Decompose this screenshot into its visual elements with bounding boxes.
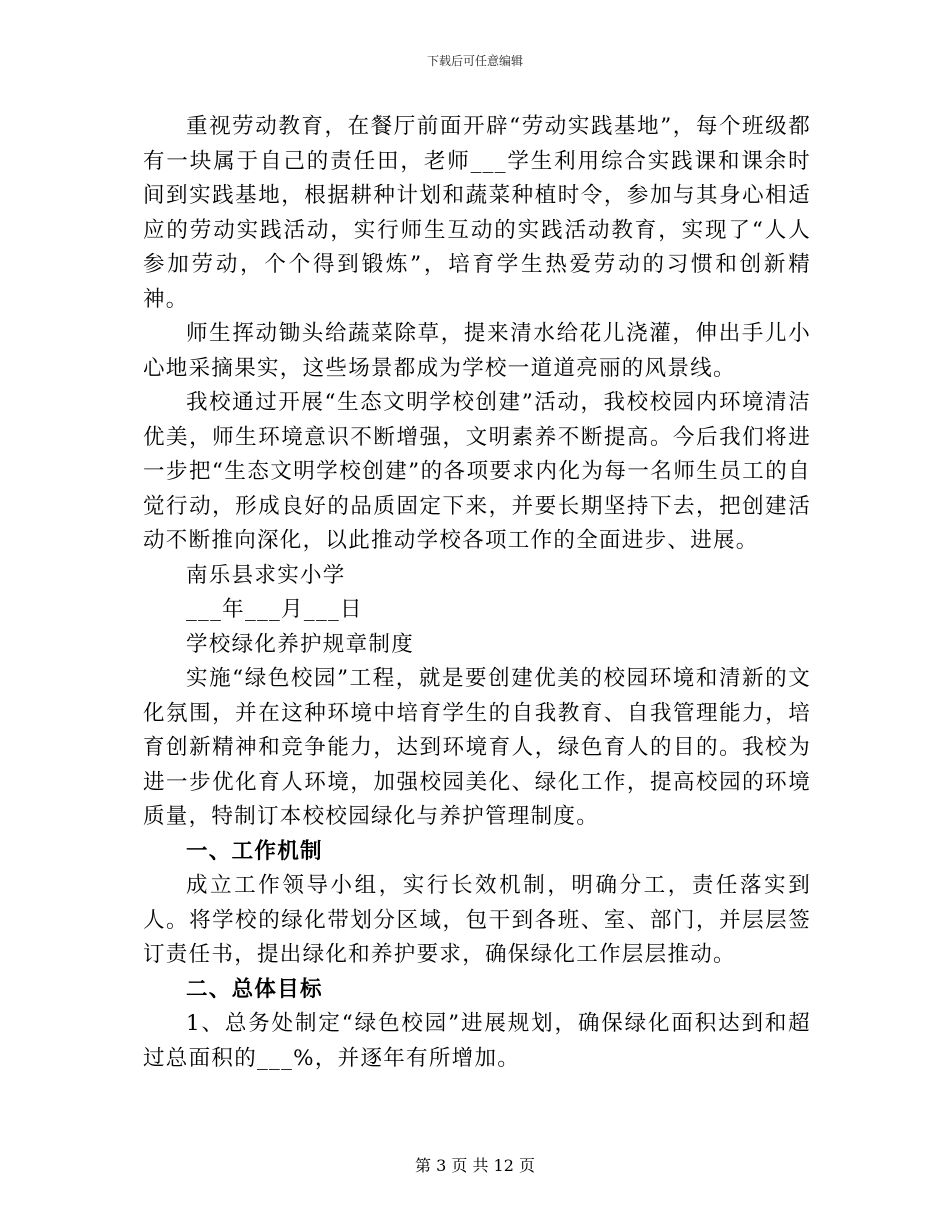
signature-date: ___年___月___日 bbox=[186, 597, 363, 622]
document-body bbox=[143, 110, 811, 1076]
paragraph-goal-1: 1、总务处制定“绿色校园”进展规划，确保绿化面积达到和超过总面积的___%，并逐年有所增加。 bbox=[143, 1011, 811, 1071]
heading-work-mechanism: 一、工作机制 bbox=[186, 838, 323, 864]
paragraph-eco-civilization: 我校通过开展“生态文明学校创建”活动，我校校园内环境清洁优美，师生环境意识不断增强，文明素养不断提高。今后我们将进一步把“生态文明学校创建”的各项要求内化为每一名师生员工的自觉行动，形成良好的品质固定下来，并要长期坚持下去，把创建活动不断推向深化，以此推动学校各项工作的全面进步、进展。 bbox=[143, 390, 811, 553]
paragraph-labor-education: 重视劳动教育，在餐厅前面开辟“劳动实践基地”，每个班级都有一块属于自己的责任田，老师___学生利用综合实践课和课余时间到实践基地，根据耕种计划和蔬菜种植时令，参加与其身心相适应的劳动实践活动，实行师生互动的实践活动教育，实现了“人人参加劳动，个个得到锻炼”，培育学生热爱劳动的习惯和创新精神。 bbox=[143, 114, 811, 312]
paragraph-garden-scenes: 师生挥动锄头给蔬菜除草，提来清水给花儿浇灌，伸出手儿小心地采摘果实，这些场景都成为学校一道道亮丽的风景线。 bbox=[143, 321, 811, 381]
section-title-greening-rules: 学校绿化养护规章制度 bbox=[186, 631, 415, 657]
heading-overall-goals: 二、总体目标 bbox=[186, 976, 323, 1002]
paragraph-green-campus-intro: 实施“绿色校园”工程，就是要创建优美的校园环境和清新的文化氛围，并在这种环境中培育学生的自我教育、自我管理能力，培育创新精神和竞争能力，达到环境育人，绿色育人的目的。我校为进一步优化育人环境，加强校园美化、绿化工作，提高校园的环境质量，特制订本校校园绿化与养护管理制度。 bbox=[143, 666, 811, 829]
signature-school-name: 南乐县求实小学 bbox=[186, 562, 346, 588]
page-number: 第 3 页 共 12 页 bbox=[415, 1156, 535, 1175]
paragraph-work-mechanism: 成立工作领导小组，实行长效机制，明确分工，责任落实到人。将学校的绿化带划分区域，包干到各班、室、部门，并层层签订责任书，提出绿化和养护要求，确保绿化工作层层推动。 bbox=[143, 873, 811, 967]
page-header-note: 下载后可任意编辑 bbox=[426, 54, 523, 68]
